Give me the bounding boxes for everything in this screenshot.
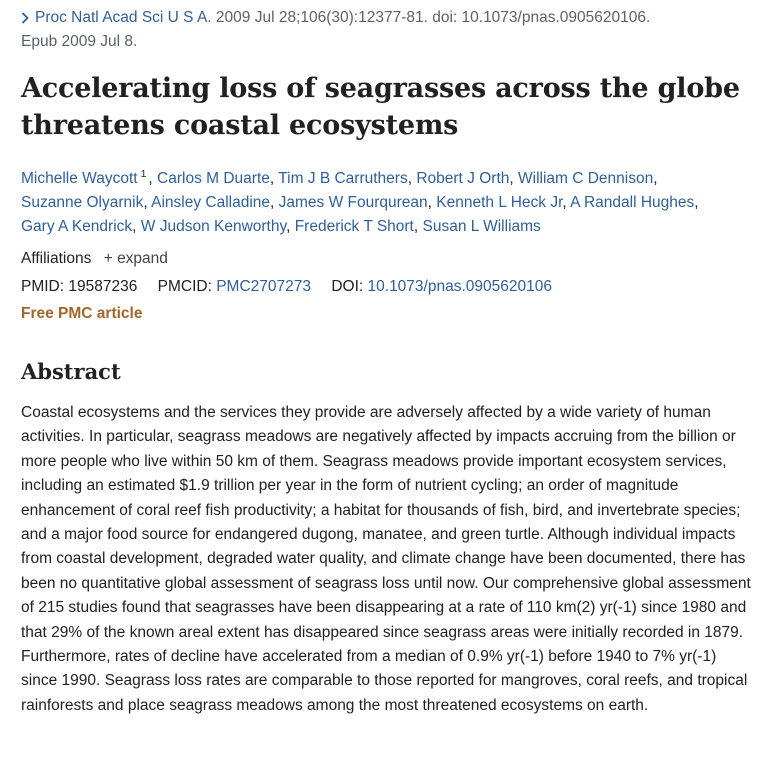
pmid-label: PMID: [21, 278, 65, 295]
author-link[interactable]: Robert J Orth [416, 170, 510, 187]
doi-label: DOI: [331, 278, 364, 295]
author-list: Michelle Waycott $^1$ , Carlos M Duarte, Tim J B Carruthers, Robert J Orth, William C Dennison, Suzanne Olyarnik, Ainsley Calladine, James W Fourqurean, Kenneth L Heck Jr, A Randall Hughes, Gary A Kendrick, W Judson Kenworthy, Frederick T Short, Susan L Williams [21, 168, 699, 235]
author-link[interactable]: A Randall Hughes [570, 194, 695, 211]
plus-icon[interactable]: + [103, 250, 113, 267]
author-link[interactable]: William C Dennison [518, 170, 654, 187]
doi-link[interactable]: 10.1073/pnas.0905620106 [367, 278, 552, 295]
author-link[interactable]: Michelle Waycott [21, 170, 138, 187]
author-link[interactable]: Gary A Kendrick [21, 218, 133, 235]
article-title: Accelerating loss of seagrasses across the globe threatens coastal ecosystems [21, 73, 740, 141]
journal-link[interactable]: Proc Natl Acad Sci U S A. [35, 9, 212, 26]
pmid-value: 19587236 [68, 278, 138, 295]
author-link[interactable]: Suzanne Olyarnik [21, 194, 144, 211]
abstract-text: Coastal ecosystems and the services they provide are adversely affected by a wide variety of human activities. In particular, seagrass meadows are negatively affected by impacts accruing from the billion or more people who live within 50 km of them. Seagrass meadows provide important ecosystem services, including an estimated $1.9 trillion per year in the form of nutrient cycling; an order of magnitude enhancement of coral reef fish productivity; a habitat for thousands of fish, bird, and invertebrate species; and a major food source for endangered dugong, manatee, and green turtle. Although individual impacts from coastal development, degraded water quality, and climate change have been documented, there has been no quantitative global assessment of seagrass loss until now. Our comprehensive global assessment of 215 studies found that seagrasses have been disappearing at a rate of 110 km(2) yr(-1) since 1980 and that 29% of the known areal extent has disappeared since seagrass areas were initially recorded in 1879. Furthermore, rates of decline have accelerated from a median of 0.9% yr(-1) before 1940 to 7% yr(-1) since 1990. Seagrass loss rates are comparable to those reported for mangroves, coral reefs, and tropical rainforests and place seagrass meadows among the most threatened ecosystems on earth. [21, 404, 751, 714]
affiliations-toggle[interactable] [21, 247, 168, 271]
author-link[interactable]: Kenneth L Heck Jr [436, 194, 563, 211]
free-pmc-article-link[interactable]: Free PMC article [21, 305, 143, 322]
author-link[interactable]: W Judson Kenworthy [140, 218, 287, 235]
pmcid-label: PMCID: [157, 278, 212, 295]
citation-details: 2009 Jul 28;106(30):12377-81. doi: 10.1073/pnas.0905620106. [211, 9, 651, 26]
affiliations-label: Affiliations [21, 250, 92, 267]
abstract-heading: Abstract [21, 359, 121, 384]
affiliation-marker[interactable]: 1 [140, 168, 147, 180]
citation [21, 6, 751, 54]
expand-label[interactable]: expand [117, 250, 168, 267]
author-link[interactable]: Ainsley Calladine [151, 194, 271, 211]
author-link[interactable]: James W Fourqurean [278, 194, 428, 211]
identifiers [21, 275, 552, 299]
epub-date: Epub 2009 Jul 8. [21, 33, 138, 50]
author-link[interactable]: Tim J B Carruthers [278, 170, 408, 187]
author-link[interactable]: Frederick T Short [294, 218, 414, 235]
author-link[interactable]: Susan L Williams [422, 218, 541, 235]
chevron-right-icon[interactable] [21, 12, 29, 24]
author-link[interactable]: Carlos M Duarte [157, 170, 270, 187]
pmcid-link[interactable]: PMC2707273 [216, 278, 312, 295]
